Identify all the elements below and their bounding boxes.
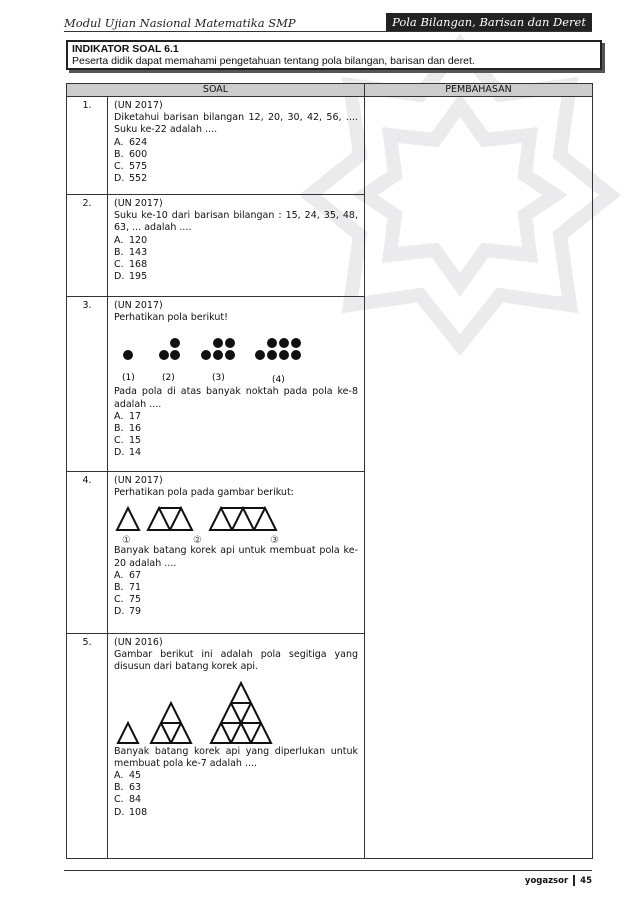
dot <box>213 338 223 348</box>
question-number: 5. <box>67 634 108 859</box>
option-b: B. 143 <box>114 246 148 258</box>
option-a: A. 45 <box>114 770 142 782</box>
question-source: (UN 2017) <box>114 100 163 111</box>
dot <box>225 338 235 348</box>
matchstick <box>221 723 231 743</box>
dot <box>279 350 289 360</box>
question-content <box>108 634 365 859</box>
figure-label: ② <box>193 535 202 546</box>
indikator-box <box>66 40 602 70</box>
question-text: Banyak batang korek api yang diperlukan untuk membuat pola ke-7 adalah .... <box>114 745 358 769</box>
footer-author: yogazsor <box>524 876 569 886</box>
column-header-pembahasan: PEMBAHASAN <box>365 84 593 97</box>
dot <box>279 338 289 348</box>
option-d: D. 108 <box>114 806 148 818</box>
question-row-1 <box>67 97 593 195</box>
page-number: 45 <box>580 876 592 886</box>
question-intro: Perhatikan pola pada gambar berikut: <box>114 487 294 499</box>
option-a: A. 120 <box>114 234 148 246</box>
figure-label: (4) <box>272 375 285 386</box>
option-a: A. 624 <box>114 136 148 148</box>
figure-label: ③ <box>270 535 279 546</box>
question-content <box>108 195 365 297</box>
option-b: B. 71 <box>114 582 142 594</box>
header-chapter-title: Pola Bilangan, Barisan dan Deret <box>386 13 592 31</box>
option-c: C. 75 <box>114 594 142 606</box>
question-text: Suku ke-10 dari barisan bilangan : 15, 24, 35, 48, 63, ... adalah .... <box>114 210 358 234</box>
matchstick <box>161 723 171 743</box>
option-a: A. 67 <box>114 569 142 581</box>
dot <box>267 338 277 348</box>
triangle <box>211 683 271 743</box>
dot <box>213 350 223 360</box>
dot <box>255 350 265 360</box>
figure-label: ① <box>122 535 131 546</box>
question-text: Pada pola di atas banyak noktah pada pola ke-8 adalah .... <box>114 386 358 410</box>
triangle <box>210 508 232 530</box>
option-d: D. 14 <box>114 447 142 459</box>
option-a: A. 17 <box>114 410 142 422</box>
option-c: C. 15 <box>114 435 142 447</box>
dot <box>291 350 301 360</box>
question-source: (UN 2017) <box>114 475 163 486</box>
dot <box>170 338 180 348</box>
question-source: (UN 2016) <box>114 637 163 648</box>
triangle <box>118 723 138 743</box>
triangle <box>117 508 139 530</box>
matchstick-triangle-row-figure <box>114 499 346 545</box>
triangle <box>170 508 192 530</box>
option-b: B. 16 <box>114 423 142 435</box>
option-d: D. 552 <box>114 173 148 185</box>
question-content <box>108 472 365 634</box>
column-header-soal: SOAL <box>67 84 365 97</box>
triangle <box>254 508 276 530</box>
indikator-title: INDIKATOR SOAL 6.1 <box>72 43 179 55</box>
question-number: 2. <box>67 195 108 297</box>
dot <box>201 350 211 360</box>
question-table <box>66 83 593 859</box>
question-text: Diketahui barisan bilangan 12, 20, 30, 42, 56, .... Suku ke-22 adalah .... <box>114 112 358 136</box>
question-source: (UN 2017) <box>114 198 163 209</box>
header-module-title: Modul Ujian Nasional Matematika SMP <box>64 16 296 30</box>
question-number: 4. <box>67 472 108 634</box>
option-c: C. 84 <box>114 794 142 806</box>
matchstick <box>171 723 181 743</box>
question-intro: Gambar berikut ini adalah pola segitiga yang disusun dari batang korek api. <box>114 649 358 673</box>
option-c: C. 575 <box>114 161 148 173</box>
option-b: B. 600 <box>114 148 148 160</box>
question-intro: Perhatikan pola berikut! <box>114 312 228 324</box>
indikator-description: Peserta didik dapat memahami pengetahuan tentang pola bilangan, barisan dan deret. <box>72 55 475 67</box>
footer-divider <box>64 870 592 871</box>
option-d: D. 79 <box>114 606 142 618</box>
figure-label: (1) <box>122 373 135 384</box>
table-header-row <box>67 84 593 97</box>
figure-label: (3) <box>212 373 225 384</box>
question-content <box>108 297 365 472</box>
matchstick-triangle-pyramid-figure <box>114 674 346 746</box>
option-c: C. 168 <box>114 259 148 271</box>
footer-separator <box>573 875 575 886</box>
triangle <box>148 508 170 530</box>
matchstick <box>251 723 261 743</box>
dot <box>170 350 180 360</box>
dot <box>267 350 277 360</box>
question-number: 1. <box>67 97 108 195</box>
figure-label: (2) <box>162 373 175 384</box>
dot <box>123 350 133 360</box>
dot <box>159 350 169 360</box>
pembahasan-cell <box>365 97 593 859</box>
triangle <box>232 508 254 530</box>
dot <box>225 350 235 360</box>
question-number: 3. <box>67 297 108 472</box>
question-text: Banyak batang korek api untuk membuat pola ke-20 adalah .... <box>114 545 358 569</box>
dot-pattern-figure <box>114 324 346 386</box>
option-b: B. 63 <box>114 782 142 794</box>
question-content <box>108 97 365 195</box>
option-d: D. 195 <box>114 271 148 283</box>
footer <box>525 875 592 886</box>
dot <box>291 338 301 348</box>
question-source: (UN 2017) <box>114 300 163 311</box>
